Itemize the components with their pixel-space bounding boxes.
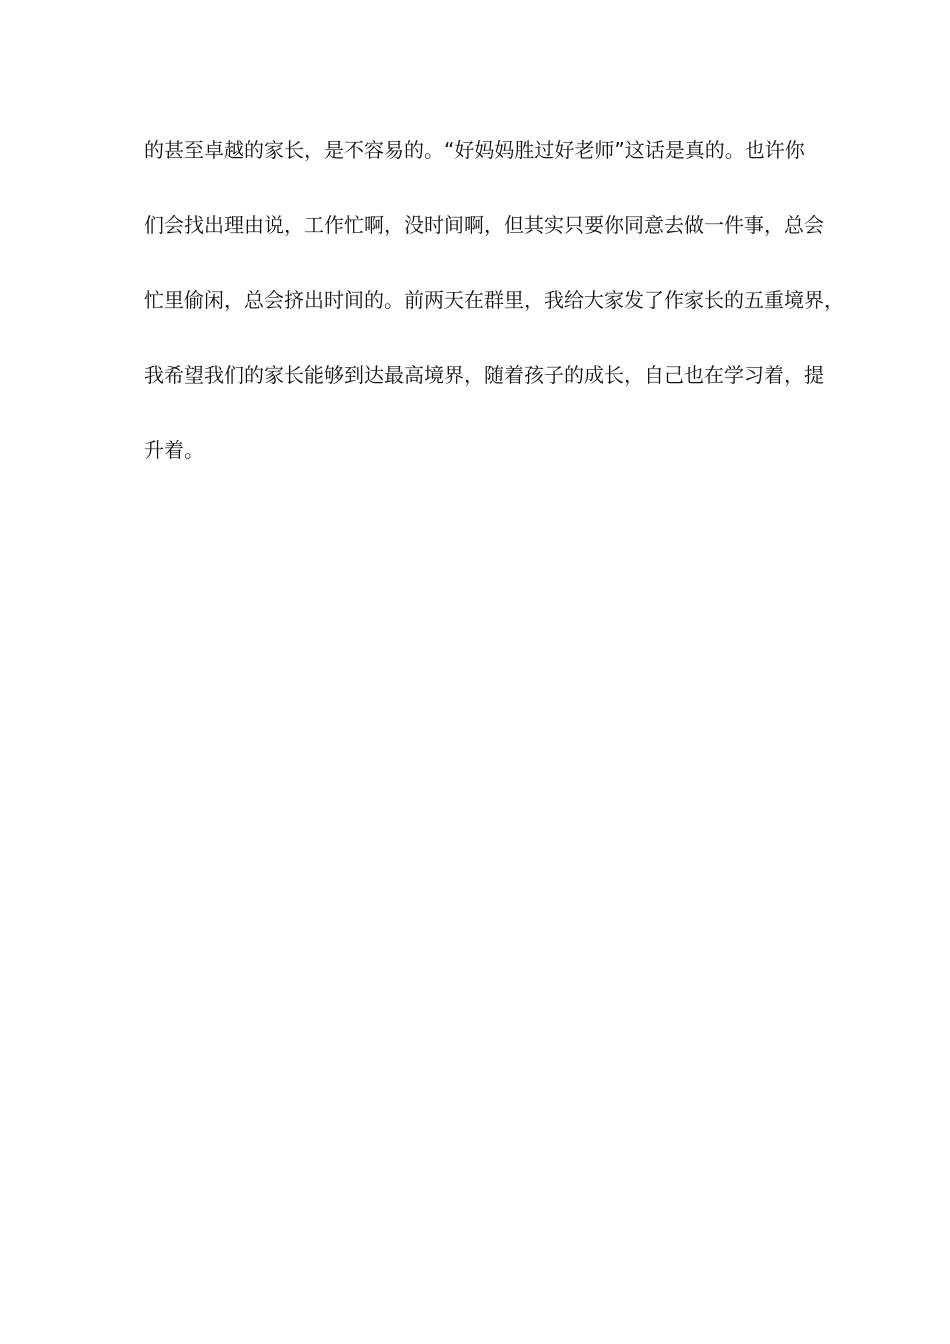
body-paragraph	[144, 130, 844, 505]
paragraph-line: 我希望我们的家长能够到达最高境界，随着孩子的成长，自己也在学习着，提	[144, 363, 824, 387]
paragraph-line: 升着。	[144, 438, 204, 462]
paragraph-line: 忙里偷闲，总会挤出时间的。前两天在群里，我给大家发了作家长的五重境界，	[144, 288, 844, 312]
paragraph-line: 们会找出理由说，工作忙啊，没时间啊，但其实只要你同意去做一件事，总会	[144, 213, 824, 237]
paragraph-line: 的甚至卓越的家长，是不容易的。“好妈妈胜过好老师”这话是真的。也许你	[144, 138, 805, 162]
